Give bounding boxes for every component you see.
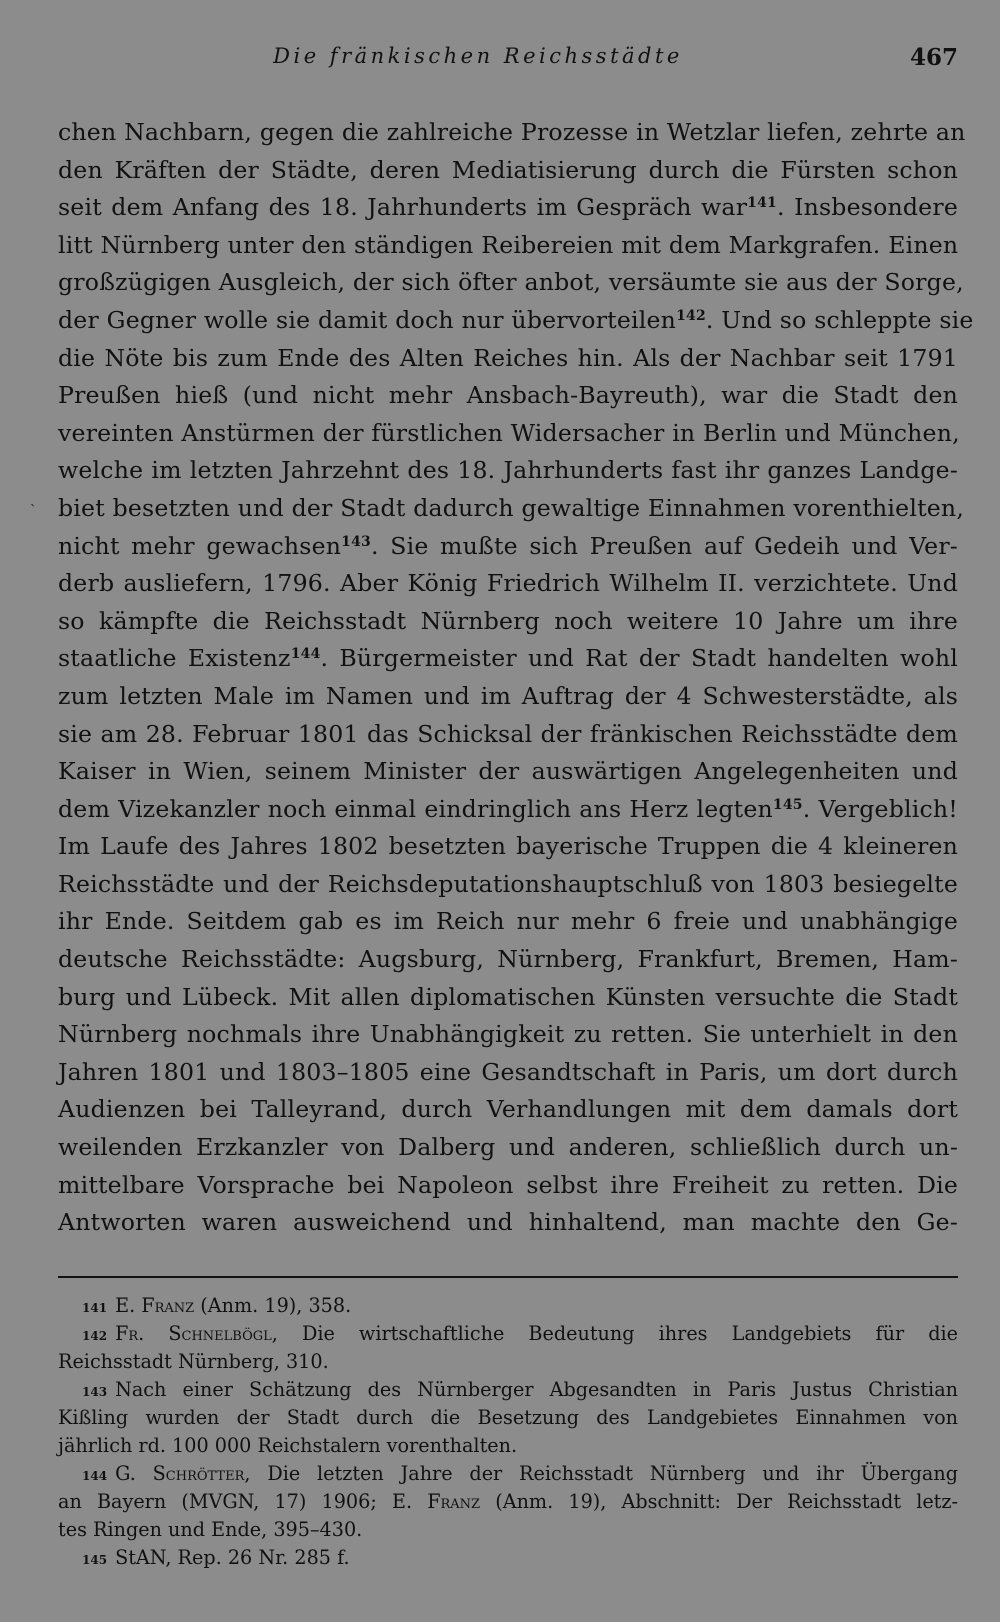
footnote-separator <box>58 1276 958 1278</box>
text-line <box>58 490 965 528</box>
text-run: tes Ringen und Ende, 395–430. <box>58 1517 363 1541</box>
footnote-line <box>58 1348 958 1376</box>
text-run: den Kräften der Städte, deren Mediatisierung durch die Fürsten schon <box>58 155 958 184</box>
footnote-number: 145 <box>82 1552 108 1567</box>
text-run: litt Nürnberg unter den ständigen Reibereien mit dem Markgrafen. Einen <box>58 230 959 259</box>
text-line <box>58 1129 958 1167</box>
text-line <box>58 979 958 1017</box>
margin-mark: ˴ <box>30 493 36 512</box>
text-run: zum letzten Male im Namen und im Auftrag der 4 Schwesterstädte, als <box>58 681 958 710</box>
text-run: sie am 28. Februar 1801 das Schicksal der fränkischen Reichsstädte dem <box>58 719 958 748</box>
text-run: . Vergeblich! <box>802 794 958 823</box>
text-run: jährlich rd. 100 000 Reichstalern vorenthalten. <box>58 1433 518 1457</box>
footnote-line <box>58 1432 958 1460</box>
text-line <box>58 1167 958 1205</box>
text-run: Reichsstädte und der Reichsdeputationshauptschluß von 1803 besiegelte <box>58 869 958 898</box>
text-run: Reichsstadt Nürnberg, 310. <box>58 1349 329 1373</box>
text-run: Jahren 1801 und 1803–1805 eine Gesandtschaft in Paris, um dort durch <box>58 1057 958 1086</box>
footnote-number: 142 <box>82 1328 108 1343</box>
text-run: Nach einer Schätzung des Nürnberger Abgesandten in Paris Justus Christian <box>115 1377 958 1401</box>
text-run: Audienzen bei Talleyrand, durch Verhandlungen mit dem damals dort <box>58 1095 958 1124</box>
page-number: 467 <box>909 44 958 71</box>
text-line <box>58 452 958 490</box>
text-run: die Nöte bis zum Ende des Alten Reiches hin. Als der Nachbar seit 1791 <box>58 343 958 372</box>
running-title: Die fränkischen Reichsstädte <box>273 44 683 68</box>
footnote-number: 143 <box>82 1384 108 1399</box>
text-line <box>58 1054 958 1092</box>
text-run: dem Vizekanzler noch einmal eindringlich ans Herz legten <box>58 794 773 823</box>
text-run: seit dem Anfang des 18. Jahrhunderts im Gespräch war <box>58 193 748 222</box>
text-line <box>58 340 958 378</box>
footnote-reference: 141 <box>747 195 777 212</box>
text-run: nicht mehr gewachsen <box>58 531 342 560</box>
text-line <box>58 1091 958 1129</box>
text-line <box>58 528 958 566</box>
text-line <box>58 152 958 190</box>
text-run: , Die wirtschaftliche Bedeutung ihres Landgebiets für die <box>271 1321 958 1345</box>
text-line <box>58 678 958 716</box>
text-line <box>58 302 974 340</box>
author-name: Franz <box>427 1489 481 1513</box>
footnote-reference: 145 <box>772 796 803 813</box>
text-line <box>58 377 958 415</box>
text-run: weilenden Erzkanzler von Dalberg und anderen, schließlich durch un- <box>58 1133 958 1162</box>
text-line <box>58 415 958 453</box>
text-run: (Anm. 19), 358. <box>194 1293 352 1317</box>
footnote-line <box>58 1544 958 1572</box>
text-run: StAN, Rep. 26 Nr. 285 f. <box>115 1545 350 1569</box>
footnote-reference: 143 <box>341 533 371 550</box>
footnote-line <box>58 1404 958 1432</box>
text-line <box>58 828 958 866</box>
text-line <box>58 603 958 641</box>
footnotes <box>58 1292 958 1572</box>
text-run: , Die letzten Jahre der Reichsstadt Nürnberg und ihr Übergang <box>244 1461 958 1485</box>
text-line <box>58 753 958 791</box>
text-run: deutsche Reichsstädte: Augsburg, Nürnberg, Frankfurt, Bremen, Ham- <box>58 945 958 974</box>
text-line <box>58 114 966 152</box>
footnote-line <box>58 1376 958 1404</box>
text-line <box>58 264 964 302</box>
text-line <box>58 941 958 979</box>
author-name: Schrötter <box>152 1461 245 1485</box>
text-line <box>58 1016 958 1054</box>
text-run: Preußen hieß (und nicht mehr Ansbach-Bayreuth), war die Stadt den <box>58 381 958 410</box>
text-run: Kaiser in Wien, seinem Minister der auswärtigen Angelegenheiten und <box>58 757 958 786</box>
text-line <box>58 716 958 754</box>
text-run: . Und so schleppte sie <box>705 305 974 334</box>
text-run: derb ausliefern, 1796. Aber König Friedrich Wilhelm II. verzichtete. Und <box>58 569 958 598</box>
text-run: E. <box>115 1293 142 1317</box>
text-line <box>58 791 958 829</box>
text-run: Im Laufe des Jahres 1802 besetzten bayerische Truppen die 4 kleineren <box>58 832 958 861</box>
text-run: G. <box>115 1461 153 1485</box>
text-line <box>58 565 958 603</box>
text-run: vereinten Anstürmen der fürstlichen Widersacher in Berlin und München, <box>58 418 960 447</box>
footnote-line <box>58 1292 958 1320</box>
text-run: . Insbesondere <box>777 193 958 222</box>
footnote-number: 144 <box>82 1468 108 1483</box>
footnote-number: 141 <box>82 1300 108 1315</box>
book-page <box>58 40 974 1572</box>
text-run: Nürnberg nochmals ihre Unabhängigkeit zu retten. Sie unterhielt in den <box>58 1020 958 1049</box>
footnote-reference: 142 <box>676 307 706 324</box>
text-line <box>58 189 958 227</box>
text-run: burg und Lübeck. Mit allen diplomatischen Künsten versuchte die Stadt <box>58 982 958 1011</box>
text-run: mittelbare Vorsprache bei Napoleon selbst ihre Freiheit zu retten. Die <box>58 1170 958 1199</box>
page-header <box>58 40 958 84</box>
text-line <box>58 903 958 941</box>
text-run: . Sie mußte sich Preußen auf Gedeih und Ver- <box>370 531 958 560</box>
text-run: an Bayern (MVGN, 17) 1906; E. <box>58 1489 428 1513</box>
footnote-line <box>58 1320 958 1348</box>
text-run: chen Nachbarn, gegen die zahlreiche Prozesse in Wetzlar liefen, zehrte an <box>58 118 966 146</box>
text-run: welche im letzten Jahrzehnt des 18. Jahrhunderts fast ihr ganzes Landge- <box>58 456 958 485</box>
text-run: staatliche Existenz <box>58 644 291 673</box>
text-run: . Bürgermeister und Rat der Stadt handelten wohl <box>320 644 958 673</box>
text-line <box>58 227 958 265</box>
footnote-reference: 144 <box>290 646 321 663</box>
text-run: Antworten waren ausweichend und hinhaltend, man machte den Ge- <box>58 1208 958 1237</box>
author-name: Fr. Schnelbögl <box>115 1321 272 1345</box>
text-line <box>58 1204 958 1242</box>
text-run: biet besetzten und der Stadt dadurch gewaltige Einnahmen vorenthielten, <box>58 493 965 522</box>
main-text <box>58 114 974 1242</box>
text-run: der Gegner wolle sie damit doch nur übervorteilen <box>58 305 677 334</box>
text-run: ihr Ende. Seitdem gab es im Reich nur mehr 6 freie und unabhängige <box>58 907 958 936</box>
text-run: großzügigen Ausgleich, der sich öfter anbot, versäumte sie aus der Sorge, <box>58 268 964 297</box>
text-line <box>58 866 958 904</box>
text-run: Kißling wurden der Stadt durch die Besetzung des Landgebietes Einnahmen von <box>58 1405 958 1429</box>
text-line <box>58 640 958 678</box>
text-run: so kämpfte die Reichsstadt Nürnberg noch weitere 10 Jahre um ihre <box>58 606 958 635</box>
footnote-line <box>58 1488 958 1516</box>
footnote-line <box>58 1460 958 1488</box>
author-name: Franz <box>141 1293 195 1317</box>
footnote-line <box>58 1516 958 1544</box>
text-run: (Anm. 19), Abschnitt: Der Reichsstadt letz- <box>480 1489 958 1513</box>
